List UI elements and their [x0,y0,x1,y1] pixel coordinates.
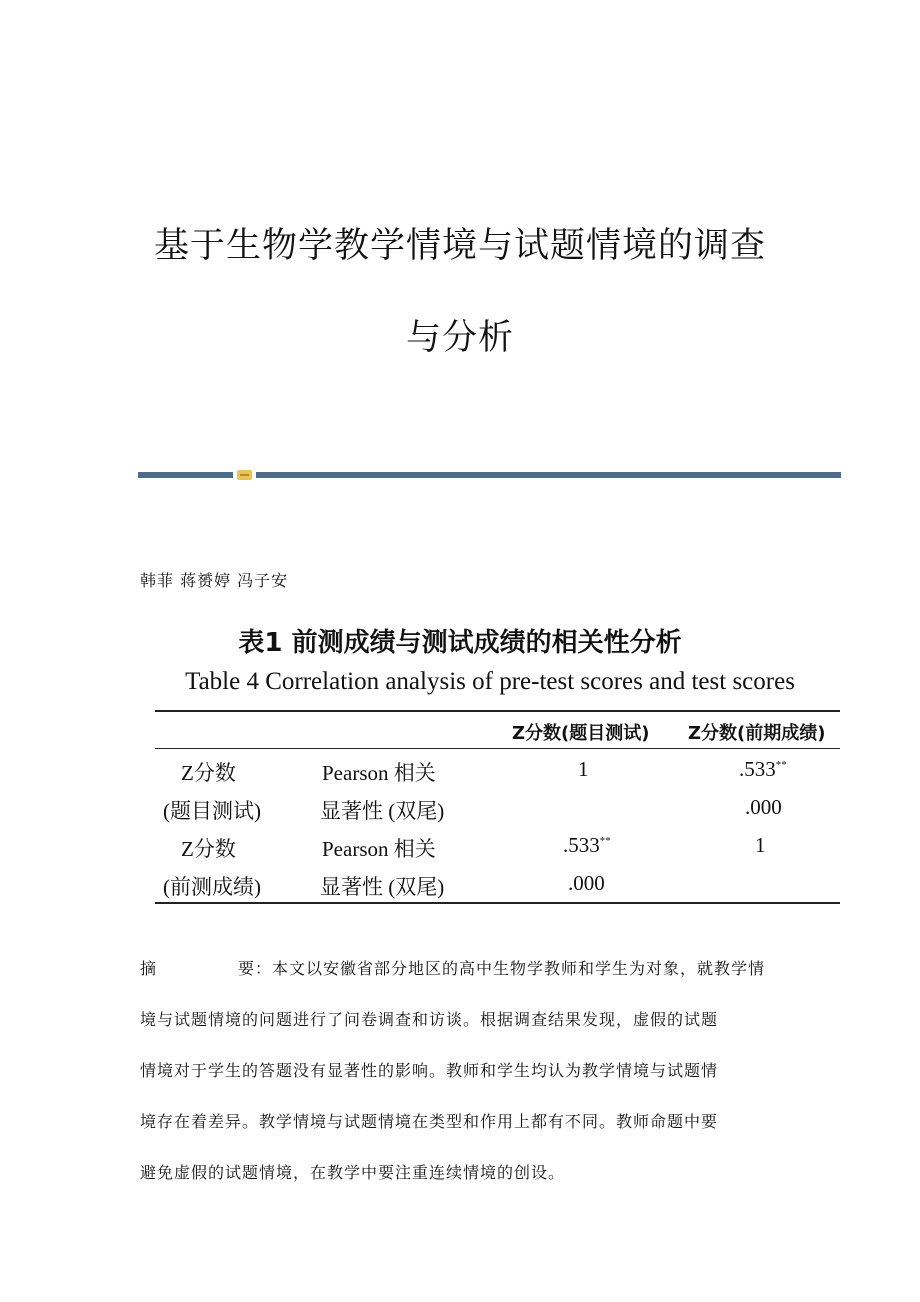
abstract-text: 本文以安徽省部分地区的高中生物学教师和学生为对象，就教学情 [272,959,766,978]
significance-mark: ** [599,835,611,847]
abstract-label-start: 摘 [140,959,158,978]
author-list: 韩菲 蒋赟婷 冯子安 [140,571,289,590]
table-caption-english: Table 4 Correlation analysis of pre-test scores and test scores [185,668,795,695]
row-label: Z分数 [181,837,236,861]
abstract-line: 境存在着差异。教学情境与试题情境在类型和作用上都有不同。教师命题中要 [140,1112,719,1131]
abstract-line [140,943,790,994]
cell-number: .533 [563,833,600,857]
cell-value [739,757,787,782]
paper-title-line-1: 基于生物学教学情境与试题情境的调查 [153,226,766,266]
row-label: (前测成绩) [163,875,261,899]
abstract-label-end: 要： [238,959,273,978]
row-stat: 显著性 (双尾) [320,875,445,899]
row-label: (题目测试) [163,799,261,823]
table-header-z-prior: Z分数(前期成绩) [688,723,826,744]
table-header-rule [155,748,840,749]
title-divider [138,470,841,480]
row-stat: 显著性 (双尾) [320,799,445,823]
row-stat: Pearson 相关 [322,761,436,785]
abstract-line: 境与试题情境的问题进行了问卷调查和访谈。根据调查结果发现，虚假的试题 [140,1010,719,1029]
divider-bar-right [256,472,841,478]
paper-title-line-2: 与分析 [405,318,514,358]
envelope-icon [237,470,252,480]
cell-value: .000 [745,795,782,819]
divider-bar-left [138,472,233,478]
abstract-line: 情境对于学生的答题没有显著性的影响。教师和学生均认为教学情境与试题情 [140,1061,719,1080]
abstract [140,943,790,1198]
cell-value: 1 [578,757,589,781]
cell-value: .000 [568,871,605,895]
table-bottom-rule [155,902,840,904]
table-top-rule [155,710,840,712]
table-caption-chinese: 表1 前测成绩与测试成绩的相关性分析 [238,628,682,658]
row-label: Z分数 [181,761,236,785]
table-header-z-test: Z分数(题目测试) [512,723,650,744]
abstract-line: 避免虚假的试题情境，在教学中要注重连续情境的创设。 [140,1163,566,1182]
row-stat: Pearson 相关 [322,837,436,861]
cell-number: .533 [739,757,776,781]
significance-mark: ** [775,759,787,771]
cell-value [563,833,611,858]
cell-value: 1 [755,833,766,857]
